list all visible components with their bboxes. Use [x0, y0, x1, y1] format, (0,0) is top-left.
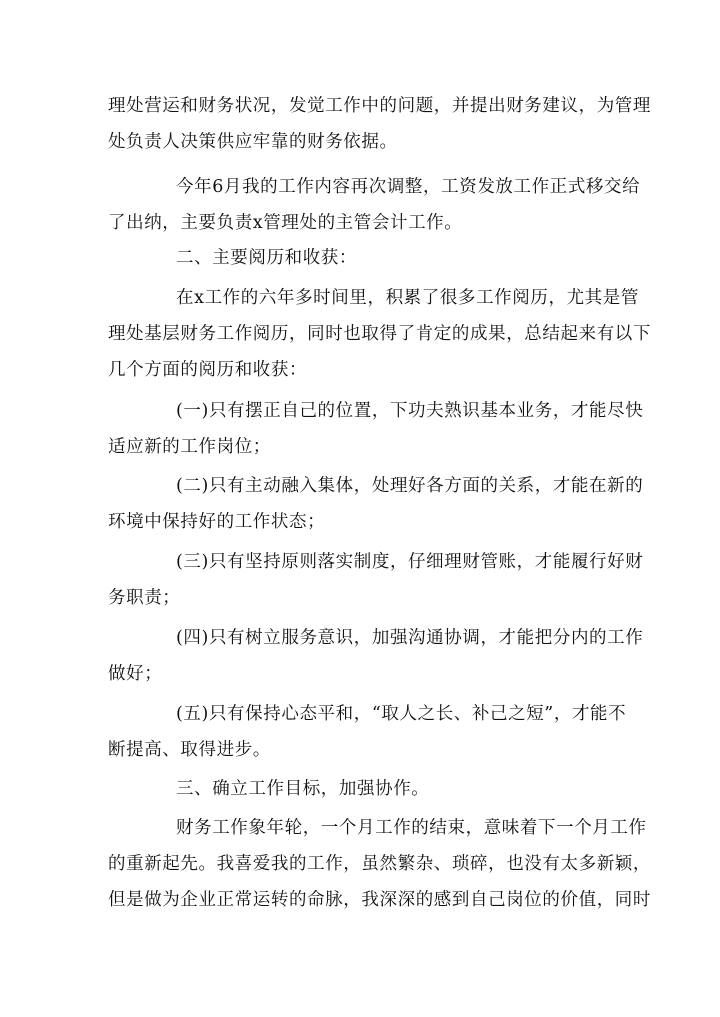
section-heading: 二、主要阅历和收获： — [176, 248, 357, 268]
list-item: (四)只有树立服务意识，加强沟通协调，才能把分内的工作 — [176, 628, 644, 648]
text-line: 环境中保持好的工作状态； — [108, 512, 326, 532]
text-line: 理处营运和财务状况，发觉工作中的问题，并提出财务建议，为管理 — [108, 96, 651, 116]
text-line: 但是做为企业正常运转的命脉，我深深的感到自己岗位的价值，同时 — [108, 890, 651, 910]
text-line: 适应新的工作岗位； — [108, 437, 271, 457]
text-line: 断提高、取得进步。 — [108, 740, 271, 760]
text-line: 在x工作的六年多时间里，积累了很多工作阅历，尤其是管 — [176, 288, 639, 308]
text-line: 务职责； — [108, 588, 181, 608]
list-item: (二)只有主动融入集体，处理好各方面的关系，才能在新的 — [176, 476, 644, 496]
text-line: 今年6月我的工作内容再次调整，工资发放工作正式移交给 — [176, 177, 641, 197]
list-item: (三)只有坚持原则落实制度，仔细理财管账，才能履行好财 — [176, 552, 644, 572]
list-item: (五)只有保持心态平和，“取人之长、补己之短”，才能不 — [176, 704, 627, 724]
section-heading: 三、确立工作目标，加强协作。 — [176, 779, 430, 799]
text-line: 了出纳，主要负责x管理处的主管会计工作。 — [108, 213, 463, 233]
text-line: 理处基层财务工作阅历，同时也取得了肯定的成果，总结起来有以下 — [108, 324, 651, 344]
text-line: 几个方面的阅历和收获： — [108, 360, 308, 380]
text-line: 财务工作象年轮，一个月工作的结束，意味着下一个月工作 — [176, 818, 647, 838]
text-line: 的重新起先。我喜爱我的工作，虽然繁杂、琐碎，也没有太多新颖， — [108, 854, 651, 874]
text-line: 做好； — [108, 664, 163, 684]
list-item: (一)只有摆正自己的位置，下功夫熟识基本业务，才能尽快 — [176, 401, 644, 421]
text-line: 处负责人决策供应牢靠的财务依据。 — [108, 132, 398, 152]
